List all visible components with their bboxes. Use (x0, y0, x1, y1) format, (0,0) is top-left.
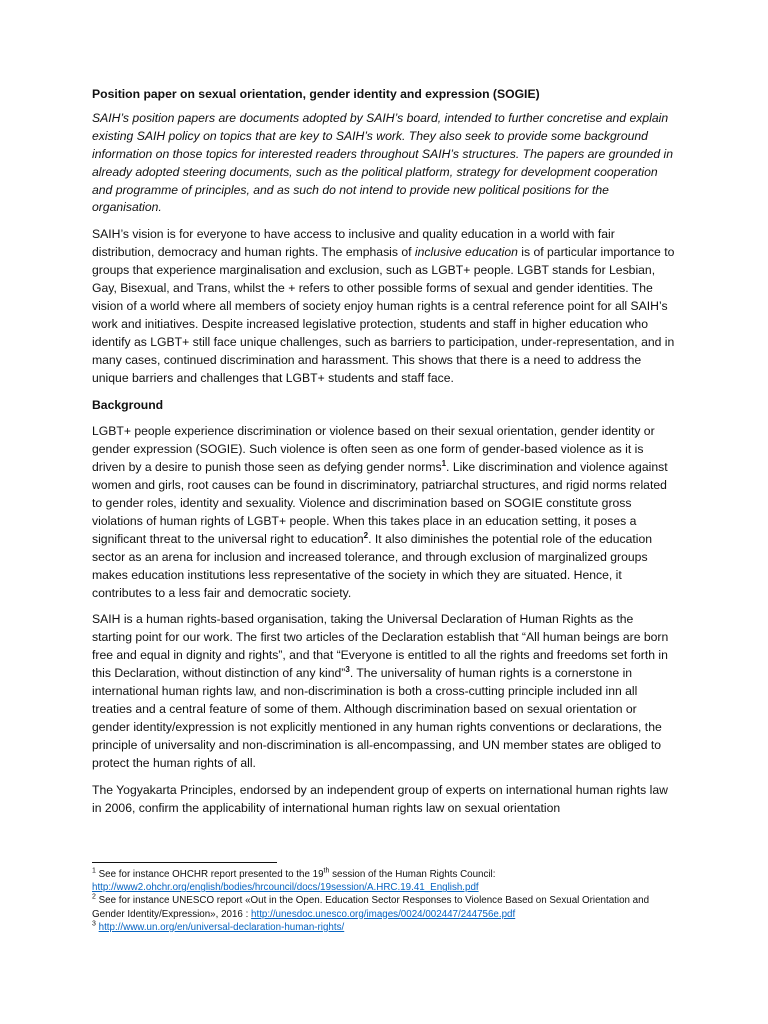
document-title: Position paper on sexual orientation, gender identity and expression (SOGIE) (92, 87, 540, 101)
footnote-ref-1[interactable]: 1 (441, 459, 447, 469)
footnote-2-text: See for instance UNESCO report «Out in the Open. Education Sector Responses to Violence Based on Sexual Orientation and Gender Identity/Expression», 2016 : (92, 895, 650, 920)
document-body (92, 86, 676, 826)
rights-paragraph (92, 611, 676, 772)
footnote-1 (92, 868, 676, 894)
footnote-ref-2[interactable]: 2 (363, 530, 369, 540)
vision-text-2: is of particular importance to groups that experience marginalisation and exclusion, such as LGBT+ people. LGBT stands for Lesbian, Gay, Bisexual, and Trans, whilst the + refers to other possible forms of sexual and gender identities. The vision of a world where all members of society enjoy human rights is a central reference point for all SAIH’s work and initiatives. Despite increased legislative protection, students and staff in higher education who identify as LGBT+ still face unique challenges, such as barriers to participation, under-representation, and in many cases, continued discrimination and harassment. This shows that there is a need to address the unique barriers and challenges that LGBT+ students and staff face. (92, 245, 675, 385)
yogyakarta-paragraph: The Yogyakarta Principles, endorsed by an independent group of experts on international human rights law in 2006, confirm the applicability of international human rights law on sexual orientation (92, 782, 668, 815)
footnote-3-link[interactable]: http://www.un.org/en/universal-declaration-human-rights/ (98, 921, 345, 933)
footnote-1-number: 1 (92, 867, 96, 875)
footnote-1-ordinal: th (323, 867, 330, 875)
footnotes (92, 868, 676, 934)
rights-text-1: SAIH is a human rights-based organisation, taking the Universal Declaration of Human Rights as the starting point for our work. The first two articles of the Declaration establish that “All human beings are born free and equal in dignity and rights”, and that “Everyone is entitled to all the rights and freedoms set forth in this Declaration, without distinction of any kind” (92, 612, 669, 681)
footnote-ref-3[interactable]: 3 (345, 665, 350, 675)
background-text-3: . It also diminishes the potential role of the education sector as an arena for inclusion and increased tolerance, and through exclusion of marginalized groups makes education institutions less representative of the society in which they are situated. Hence, it contributes to a less fair and democratic society. (92, 531, 652, 600)
footnote-3 (92, 921, 676, 934)
background-text-2: . Like discrimination and violence against women and girls, root causes can be found in discriminatory, patriarchal structures, and rigid norms related to gender roles, identity and sexuality. Violence and discrimination based on SOGIE constitute gross violations of human rights of LGBT+ people. When this takes place in an education setting, it poses a significant threat to the universal right to education (92, 460, 668, 546)
footnote-1-text-b: session of the Human Rights Council: (329, 869, 496, 880)
vision-paragraph (92, 226, 676, 387)
footnote-separator (92, 862, 277, 863)
footnote-1-link[interactable]: http://www2.ohchr.org/english/bodies/hrcouncil/docs/19session/A.HRC.19.41_English.pdf (92, 882, 479, 894)
intro-paragraph: SAIH’s position papers are documents adopted by SAIH’s board, intended to further concretise and explain existing SAIH policy on topics that are key to SAIH’s work. They also seek to provide some background information on those topics for interested readers throughout SAIH’s structures. The papers are grounded in already adopted steering documents, such as the political platform, strategy for development cooperation and programme of principles, and as such do not intend to provide new political positions for the organisation. (92, 110, 674, 215)
footnote-3-number: 3 (92, 920, 96, 928)
background-text-1: LGBT+ people experience discrimination or violence based on their sexual orientation, gender identity or gender expression (SOGIE). Such violence is often seen as one form of gender-based violence as it is driven by a desire to punish those seen as defying gender norms (92, 424, 655, 475)
background-heading: Background (92, 397, 164, 412)
footnote-1-text-a: See for instance OHCHR report presented to the 19 (95, 869, 324, 880)
footnote-2-link[interactable]: http://unesdoc.unesco.org/images/0024/002447/244756e.pdf (251, 908, 516, 920)
background-paragraph (92, 423, 676, 602)
footnote-2 (92, 894, 676, 920)
vision-text-1: SAIH’s vision is for everyone to have access to inclusive and quality education in a world with fair distribution, democracy and human rights. The emphasis of (92, 227, 615, 260)
footnote-2-number: 2 (92, 894, 96, 902)
vision-emphasis: inclusive education (414, 245, 518, 260)
rights-text-2: . The universality of human rights is a cornerstone in international human rights law, and non-discrimination is both a cross-cutting principle included inn all treaties and a central feature of some of them. Although discrimination based on sexual orientation or gender identity/expression is not explicitly mentioned in any human rights conventions or declarations, the principle of universality and non-discrimination is all-encompassing, and UN member states are obliged to protect the human rights of all. (92, 666, 662, 770)
